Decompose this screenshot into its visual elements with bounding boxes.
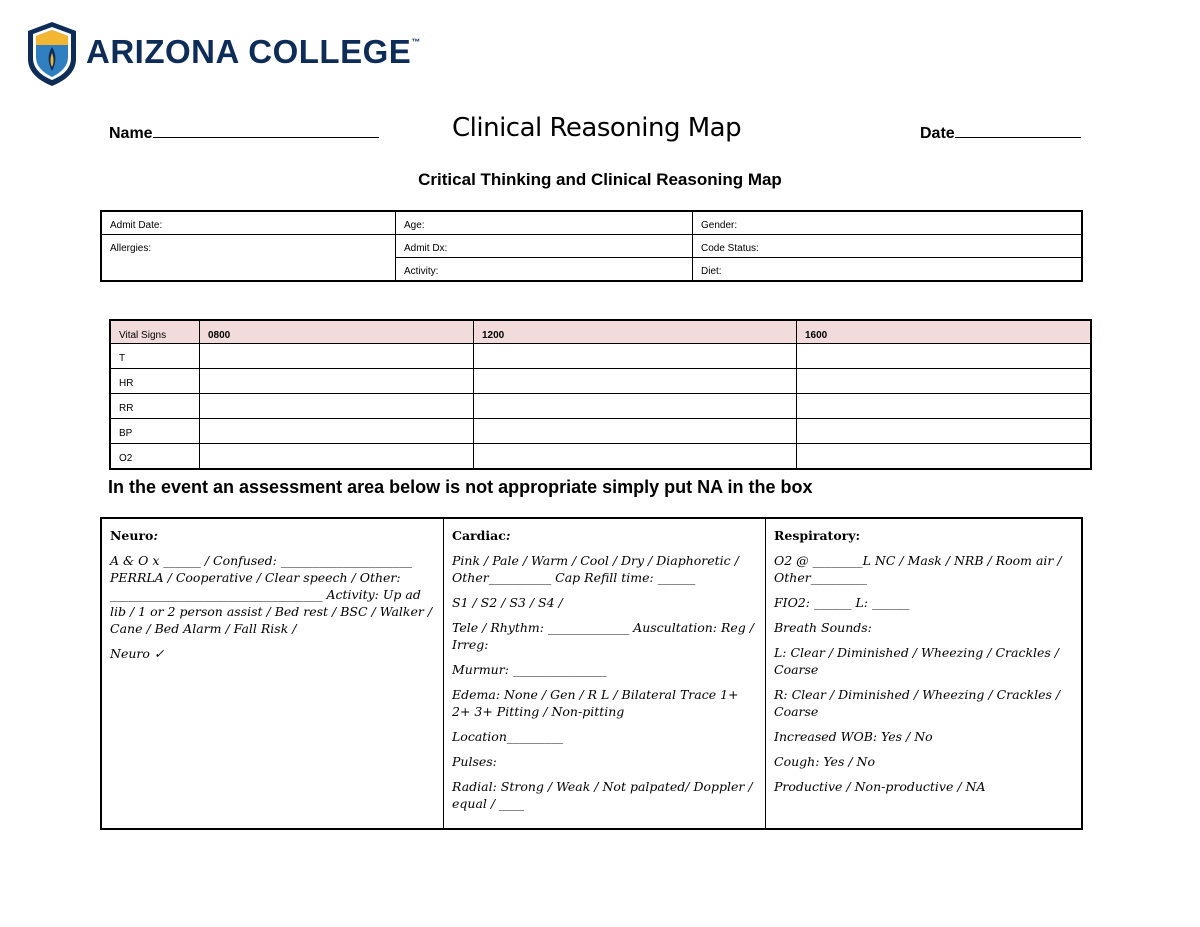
respiratory-item: FIO2: ______ L: ______	[774, 595, 910, 610]
admit-dx-cell[interactable]: Admit Dx:	[396, 235, 693, 258]
respiratory-title: Respiratory:	[774, 528, 861, 543]
vitals-row-label: RR	[110, 394, 200, 419]
vitals-cell[interactable]	[474, 394, 797, 419]
admit-date-cell[interactable]: Admit Date:	[101, 211, 396, 235]
activity-cell[interactable]: Activity:	[396, 258, 693, 282]
subtitle: Critical Thinking and Clinical Reasoning Map	[418, 170, 782, 189]
neuro-cell[interactable]	[101, 518, 444, 829]
vitals-row-label: T	[110, 344, 200, 369]
neuro-item: Neuro ✓	[110, 646, 165, 661]
cardiac-title: Cardiac:	[452, 528, 511, 543]
vitals-row-bp	[110, 419, 1091, 444]
cardiac-cell[interactable]	[444, 518, 766, 829]
cardiac-item: Edema: None / Gen / R L / Bilateral Trace 1+ 2+ 3+ Pitting / Non-pitting	[452, 687, 739, 719]
respiratory-cell[interactable]	[766, 518, 1083, 829]
patient-info-table	[100, 210, 1083, 282]
na-instruction: In the event an assessment area below is not appropriate simply put NA in the box	[108, 477, 813, 497]
vitals-header-1200: 1200	[474, 320, 797, 344]
vitals-row-rr	[110, 394, 1091, 419]
vitals-cell[interactable]	[797, 344, 1092, 369]
vitals-header-label: Vital Signs	[110, 320, 200, 344]
cardiac-item: Pink / Pale / Warm / Cool / Dry / Diaphoretic / Other__________ Cap Refill time: ______	[452, 553, 739, 585]
assessment-table	[100, 517, 1083, 830]
vitals-cell[interactable]	[474, 444, 797, 470]
vitals-cell[interactable]	[474, 419, 797, 444]
allergies-cell[interactable]: Allergies:	[101, 235, 396, 282]
age-cell[interactable]: Age:	[396, 211, 693, 235]
vitals-cell[interactable]	[200, 394, 474, 419]
vitals-row-t	[110, 344, 1091, 369]
vitals-row-label: HR	[110, 369, 200, 394]
vitals-cell[interactable]	[797, 394, 1092, 419]
respiratory-item: O2 @ ________L NC / Mask / NRB / Room air / Other_________	[774, 553, 1062, 585]
vitals-header-row	[110, 320, 1091, 344]
respiratory-item: L: Clear / Diminished / Wheezing / Crackles / Coarse	[774, 645, 1060, 677]
vitals-cell[interactable]	[797, 444, 1092, 470]
shield-icon	[26, 21, 78, 87]
vitals-row-hr	[110, 369, 1091, 394]
code-status-cell[interactable]: Code Status:	[693, 235, 1083, 258]
respiratory-item: R: Clear / Diminished / Wheezing / Crackles / Coarse	[774, 687, 1061, 719]
neuro-title: Neuro:	[110, 528, 159, 543]
name-field[interactable]: Name	[109, 123, 379, 143]
cardiac-item: Pulses:	[452, 754, 497, 769]
cardiac-item: Radial: Strong / Weak / Not palpated/ Doppler / equal / ____	[452, 779, 753, 811]
gender-cell[interactable]: Gender:	[693, 211, 1083, 235]
vitals-cell[interactable]	[797, 419, 1092, 444]
cardiac-item: Murmur: _______________	[452, 662, 607, 677]
logo-wordmark: ARIZONA COLLEGE™	[86, 33, 421, 70]
vital-signs-table	[109, 319, 1092, 470]
cardiac-item: S1 / S2 / S3 / S4 /	[452, 595, 563, 610]
vitals-header-0800: 0800	[200, 320, 474, 344]
cardiac-item: Location_________	[452, 729, 564, 744]
respiratory-item: Productive / Non-productive / NA	[774, 779, 986, 794]
vitals-cell[interactable]	[474, 369, 797, 394]
vitals-cell[interactable]	[200, 419, 474, 444]
vitals-header-1600: 1600	[797, 320, 1092, 344]
respiratory-item: Cough: Yes / No	[774, 754, 875, 769]
vitals-cell[interactable]	[474, 344, 797, 369]
neuro-item: A & O x ______ / Confused: _____________________ PERRLA / Cooperative / Clear speech / Other: __________________________________ Activity: Up ad lib / 1 or 2 person assist / Bed rest / BSC / Walker / Cane / Bed Alarm / Fall Risk /	[110, 553, 433, 636]
vitals-cell[interactable]	[200, 369, 474, 394]
diet-cell[interactable]: Diet:	[693, 258, 1083, 282]
page-title: Clinical Reasoning Map	[452, 113, 742, 143]
cardiac-item: Tele / Rhythm: _____________ Auscultation: Reg / Irreg:	[452, 620, 754, 652]
vitals-row-label: O2	[110, 444, 200, 470]
vitals-cell[interactable]	[200, 444, 474, 470]
respiratory-item: Increased WOB: Yes / No	[774, 729, 933, 744]
arizona-college-logo	[26, 21, 421, 87]
vitals-cell[interactable]	[200, 344, 474, 369]
vitals-row-o2	[110, 444, 1091, 470]
vitals-row-label: BP	[110, 419, 200, 444]
date-field[interactable]: Date	[920, 123, 1081, 143]
respiratory-item: Breath Sounds:	[774, 620, 872, 635]
form-header	[0, 113, 1200, 153]
vitals-cell[interactable]	[797, 369, 1092, 394]
